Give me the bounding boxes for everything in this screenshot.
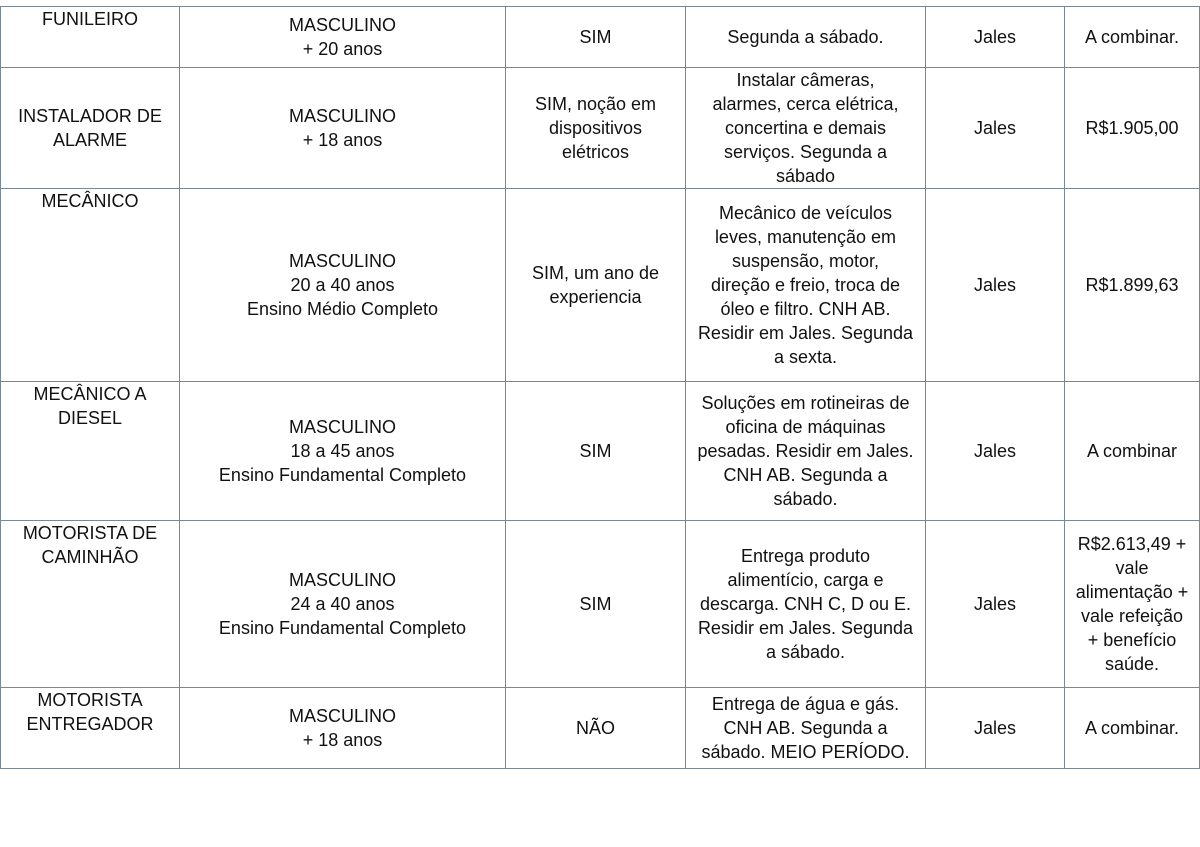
job-title-line: FUNILEIRO (41, 9, 138, 29)
experience-line: dispositivos (548, 118, 643, 138)
description-cell (686, 189, 926, 382)
description-line: concertina e demais (724, 118, 887, 138)
city-cell: Jales (926, 382, 1065, 521)
table-row (1, 688, 1200, 769)
profile-line: 18 a 45 anos (290, 441, 395, 461)
profile-cell (180, 521, 506, 688)
description-line: Residir em Jales. Segunda (697, 323, 914, 343)
job-title-line: ALARME (52, 130, 128, 150)
profile-cell (180, 68, 506, 189)
experience-cell (506, 189, 686, 382)
table-row (1, 189, 1200, 382)
description-line: direção e freio, troca de (710, 275, 901, 295)
salary-line: R$1.905,00 (1085, 118, 1179, 138)
city-cell: Jales (926, 68, 1065, 189)
salary-cell (1065, 189, 1200, 382)
job-title-cell (1, 68, 180, 189)
profile-line: + 18 anos (302, 130, 383, 150)
salary-cell (1065, 7, 1200, 68)
profile-line: MASCULINO (288, 15, 396, 35)
description-line: Residir em Jales. Segunda (697, 618, 914, 638)
city-cell: Jales (926, 7, 1065, 68)
profile-line: MASCULINO (288, 106, 396, 126)
salary-line: A combinar. (1084, 27, 1180, 47)
job-title-line: ENTREGADOR (26, 714, 154, 734)
salary-cell (1065, 382, 1200, 521)
job-title-line: MECÂNICO (41, 191, 139, 211)
job-title-line: DIESEL (57, 408, 123, 428)
job-title-cell (1, 189, 180, 382)
description-cell (686, 68, 926, 189)
salary-cell (1065, 688, 1200, 769)
salary-cell (1065, 521, 1200, 688)
description-line: Instalar câmeras, (736, 70, 875, 90)
description-line: a sexta. (773, 347, 838, 367)
salary-cell (1065, 68, 1200, 189)
description-line: CNH AB. Segunda a (723, 465, 888, 485)
description-line: oficina de máquinas (725, 417, 886, 437)
city-cell: Jales (926, 521, 1065, 688)
description-line: Segunda a sábado. (727, 27, 884, 47)
profile-cell (180, 382, 506, 521)
profile-line: Ensino Médio Completo (246, 299, 439, 319)
salary-line: R$2.613,49 + (1077, 534, 1187, 554)
profile-line: MASCULINO (288, 570, 396, 590)
description-line: descarga. CNH C, D ou E. (699, 594, 912, 614)
description-line: sábado (775, 166, 836, 186)
description-line: alimentício, carga e (727, 570, 884, 590)
description-line: serviços. Segunda a (723, 142, 888, 162)
description-line: a sábado. (765, 642, 846, 662)
job-title-line: CAMINHÃO (41, 547, 139, 567)
description-line: pesadas. Residir em Jales. (697, 441, 914, 461)
job-title-cell (1, 521, 180, 688)
salary-line: alimentação + (1075, 582, 1189, 602)
description-line: leves, manutenção em (714, 227, 897, 247)
description-cell (686, 521, 926, 688)
description-line: sábado. (773, 489, 838, 509)
profile-line: MASCULINO (288, 706, 396, 726)
profile-line: MASCULINO (288, 417, 396, 437)
description-line: Entrega de água e gás. (711, 694, 900, 714)
job-title-cell (1, 382, 180, 521)
description-cell (686, 7, 926, 68)
job-title-line: MOTORISTA DE (22, 523, 158, 543)
experience-cell (506, 382, 686, 521)
profile-line: + 18 anos (302, 730, 383, 750)
salary-line: saúde. (1104, 654, 1160, 674)
profile-cell (180, 7, 506, 68)
job-title-cell (1, 7, 180, 68)
experience-line: NÃO (575, 718, 615, 738)
profile-line: Ensino Fundamental Completo (218, 465, 467, 485)
job-title-line: MECÂNICO A (33, 384, 147, 404)
city-cell: Jales (926, 189, 1065, 382)
description-line: CNH AB. Segunda a (723, 718, 888, 738)
description-line: alarmes, cerca elétrica, (712, 94, 899, 114)
profile-line: + 20 anos (302, 39, 383, 59)
profile-cell (180, 189, 506, 382)
job-title-line: MOTORISTA (37, 690, 143, 710)
description-line: Entrega produto (740, 546, 871, 566)
salary-line: A combinar. (1084, 718, 1180, 738)
salary-line: vale refeição (1080, 606, 1184, 626)
description-line: sábado. MEIO PERÍODO. (701, 742, 910, 762)
job-title-cell (1, 688, 180, 769)
description-line: óleo e filtro. CNH AB. (720, 299, 891, 319)
salary-line: R$1.899,63 (1085, 275, 1179, 295)
description-line: suspensão, motor, (731, 251, 880, 271)
salary-line: vale (1115, 558, 1149, 578)
salary-line: A combinar (1086, 441, 1178, 461)
salary-line: + benefício (1087, 630, 1177, 650)
job-title-line: INSTALADOR DE (18, 106, 162, 126)
table-row (1, 68, 1200, 189)
table-row (1, 382, 1200, 521)
city-cell: Jales (926, 688, 1065, 769)
experience-cell (506, 688, 686, 769)
profile-line: Ensino Fundamental Completo (218, 618, 467, 638)
description-line: Mecânico de veículos (718, 203, 893, 223)
profile-line: MASCULINO (288, 251, 396, 271)
experience-line: experiencia (549, 287, 642, 307)
experience-cell (506, 521, 686, 688)
description-cell (686, 382, 926, 521)
experience-cell (506, 7, 686, 68)
experience-line: SIM, um ano de (531, 263, 660, 283)
experience-line: SIM (579, 594, 612, 614)
experience-line: elétricos (561, 142, 630, 162)
description-cell (686, 688, 926, 769)
table-row (1, 7, 1200, 68)
experience-line: SIM, noção em (534, 94, 657, 114)
profile-cell (180, 688, 506, 769)
table-row (1, 521, 1200, 688)
profile-line: 20 a 40 anos (290, 275, 395, 295)
job-listings-table (0, 6, 1200, 769)
experience-cell (506, 68, 686, 189)
experience-line: SIM (579, 441, 612, 461)
description-line: Soluções em rotineiras de (701, 393, 910, 413)
experience-line: SIM (579, 27, 612, 47)
profile-line: 24 a 40 anos (290, 594, 395, 614)
